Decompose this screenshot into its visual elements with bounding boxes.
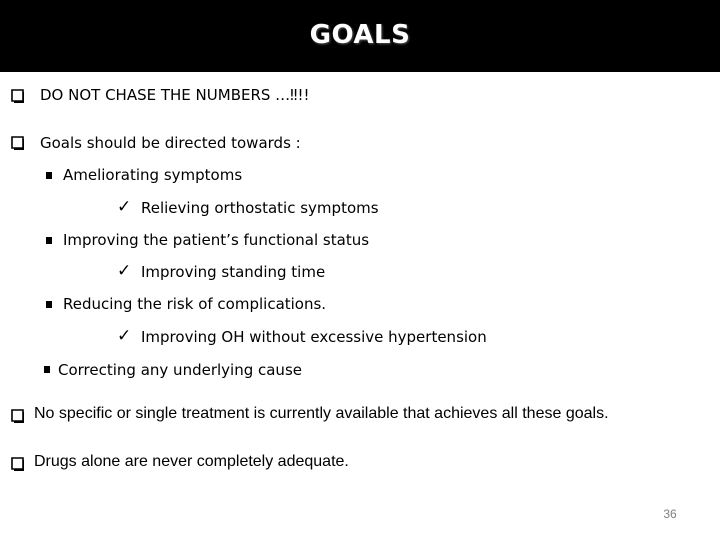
goal-point-3: No specific or single treatment is currently available that achieves all these goals.	[34, 405, 609, 422]
checkmark-icon: ✓	[117, 326, 132, 346]
checkmark-icon: ✓	[117, 197, 132, 217]
filled-square-bullet-icon	[44, 366, 50, 373]
hollow-square-bullet-icon	[10, 409, 24, 423]
sub-item-4: Correcting any underlying cause	[58, 361, 302, 379]
hollow-square-bullet-icon	[10, 136, 24, 150]
sub-item-1-detail: Relieving orthostatic symptoms	[141, 199, 379, 217]
goal-point-1: DO NOT CHASE THE NUMBERS …‼!!	[40, 86, 310, 104]
slide-title: GOALS	[309, 20, 411, 50]
title-bar	[0, 0, 720, 72]
sub-item-2-detail: Improving standing time	[141, 263, 326, 281]
filled-square-bullet-icon	[46, 301, 52, 308]
goal-point-2: Goals should be directed towards :	[40, 134, 301, 152]
hollow-square-bullet-icon	[10, 457, 24, 471]
page-number: 36	[663, 507, 677, 521]
sub-item-1: Ameliorating symptoms	[63, 166, 243, 184]
goal-point-4: Drugs alone are never completely adequate.	[34, 453, 349, 470]
sub-item-3: Reducing the risk of complications.	[63, 295, 327, 313]
filled-square-bullet-icon	[46, 172, 52, 179]
filled-square-bullet-icon	[46, 237, 52, 244]
checkmark-icon: ✓	[117, 261, 132, 281]
sub-item-3-detail: Improving OH without excessive hypertension	[141, 328, 487, 346]
sub-item-2: Improving the patient’s functional status	[63, 231, 370, 249]
hollow-square-bullet-icon	[10, 89, 24, 103]
